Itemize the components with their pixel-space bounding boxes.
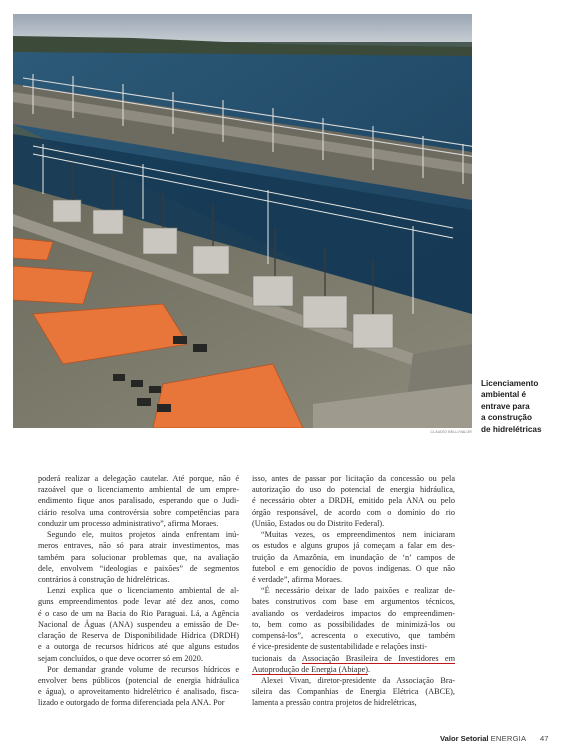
paragraph-line: “É necessário deixar de lado paixões e realizar de- bbox=[261, 586, 455, 596]
paragraph-line: guns empreendimentos pode levar até dez anos, como bbox=[38, 597, 239, 607]
paragraph-line: Por demandar grande volume de recursos hídricos e bbox=[47, 664, 239, 674]
paragraph-line: sileira das Companhias de Energia Elétrica (ABCE), bbox=[252, 687, 455, 697]
photo-caption bbox=[481, 378, 553, 435]
paragraph-line: poderá realizar a delegação cautelar. Até porque, não é bbox=[38, 474, 239, 483]
line-text: tucionais da bbox=[252, 653, 302, 663]
paragraph-line: endimento fique anos paralisado, esperando que o Judi- bbox=[38, 496, 239, 506]
paragraph-line: to, bem como as possibilidades de minimizá-los ou bbox=[252, 619, 455, 629]
caption-line: Licenciamento bbox=[481, 379, 539, 388]
paragraph-line: isso, antes de passar por licitação da concessão ou pela bbox=[252, 474, 455, 483]
paragraph-line: ciário resolva uma controvérsia sobre competências para bbox=[38, 507, 239, 517]
hydroelectric-substation-photo bbox=[13, 14, 472, 428]
paragraph-line: sejam concluídos, o que deve ocorrer só em 2020. bbox=[38, 653, 203, 663]
paragraph-line: meros entraves, não só para atrair investimentos, mas bbox=[38, 541, 239, 551]
paragraph-line: futebol e em genocídio de povos indígenas. O que não bbox=[252, 563, 455, 573]
paragraph-line: é verdade”, afirma Moraes. bbox=[252, 574, 343, 584]
caption-line: entrave para bbox=[481, 401, 530, 411]
paragraph-line: órgão responsável, de acordo com o domínio do rio bbox=[252, 507, 455, 517]
paragraph-line: bates construtivos com base em argumentos técnicos, bbox=[252, 597, 455, 607]
photo-credit: CLAUDIO BELLI/VALOR bbox=[430, 430, 472, 434]
paragraph-line: lizado e outorgado de forma diferenciada pela ANA. Por bbox=[38, 698, 225, 708]
article-column-left bbox=[38, 473, 239, 711]
paragraph-line: e a outorga de recursos hídricos até que alguns estudos bbox=[38, 642, 239, 652]
paragraph-line: “Muitas vezes, os empreendimentos nem iniciaram bbox=[261, 530, 455, 540]
paragraph-line: autorização do uso do potencial de energia hidráulica, bbox=[252, 485, 455, 495]
paragraph-line: razoável que o licenciamento ambiental de um empre- bbox=[38, 485, 239, 495]
caption-line: de hidrelétricas bbox=[481, 424, 542, 434]
paragraph-line: Lenzi explica que o licenciamento ambiental de al- bbox=[47, 586, 239, 596]
paragraph-line: também para solucionar problemas que, na avaliação bbox=[38, 552, 239, 562]
paragraph-line: truição da Amazônia, em inundação de ‘n’ campos de bbox=[252, 552, 455, 562]
paragraph-line: dele, envolvem “ideologias e paixões” de segmentos bbox=[38, 563, 239, 573]
paragraph-line bbox=[252, 653, 455, 664]
line-text: . bbox=[368, 664, 371, 674]
paragraph-line: Nacional de Águas (ANA) suspendeu a emissão de De- bbox=[38, 619, 239, 629]
caption-line: ambiental é bbox=[481, 390, 527, 400]
highlighted-organization-name: Associação Brasileira de Investidores em bbox=[301, 653, 455, 663]
paragraph-line: avaliando os verdadeiros impactos do empreendimen- bbox=[252, 608, 455, 618]
footer-brand bbox=[440, 734, 526, 743]
caption-line: a construção bbox=[481, 413, 532, 423]
paragraph-line: contrários à construção de hidrelétricas. bbox=[38, 574, 170, 584]
paragraph-line: e água), o aproveitamento hidrelétrico é analisado, fisca- bbox=[38, 687, 239, 697]
paragraph-line: compensá-los”, acrescenta o executivo, que também bbox=[252, 631, 455, 641]
paragraph-line: (União, Estados ou do Distrito Federal). bbox=[252, 518, 385, 528]
page-number: 47 bbox=[540, 734, 549, 743]
footer-brand-section: ENERGIA bbox=[490, 734, 527, 743]
paragraph-line: envolver bens públicos (potencial de energia hidráulica bbox=[38, 675, 239, 685]
paragraph-line bbox=[252, 664, 455, 675]
footer-brand-name: Valor Setorial bbox=[440, 734, 489, 743]
paragraph-line: Alexei Vivan, diretor-presidente da Associação Bra- bbox=[261, 675, 455, 685]
article-column-right bbox=[252, 473, 455, 711]
paragraph-line: os estudos e alguns grupos já começam a falar em des- bbox=[252, 541, 455, 551]
paragraph-line: lamenta a pressão contra projetos de hidrelétricas, bbox=[252, 698, 417, 708]
paragraph-line: é o caso de um na Bacia do Rio Paraguai. Lá, a Agência bbox=[38, 608, 239, 618]
paragraph-line: conduzir um processo administrativo”, afirma Moraes. bbox=[38, 518, 219, 528]
paragraph-line: claração de Reserva de Disponibilidade Hídrica (DRDH) bbox=[38, 631, 239, 641]
paragraph-line: Segundo ele, muitos projetos ainda enfrentam inú- bbox=[47, 530, 239, 540]
highlighted-organization-name: Autoprodução de Energia (Abiape) bbox=[252, 664, 368, 674]
paragraph-line: é necessário obter a DRDH, emitido pela ANA ou pelo bbox=[252, 496, 455, 506]
paragraph-line: é vice-presidente de sustentabilidade e relações insti- bbox=[252, 642, 428, 652]
